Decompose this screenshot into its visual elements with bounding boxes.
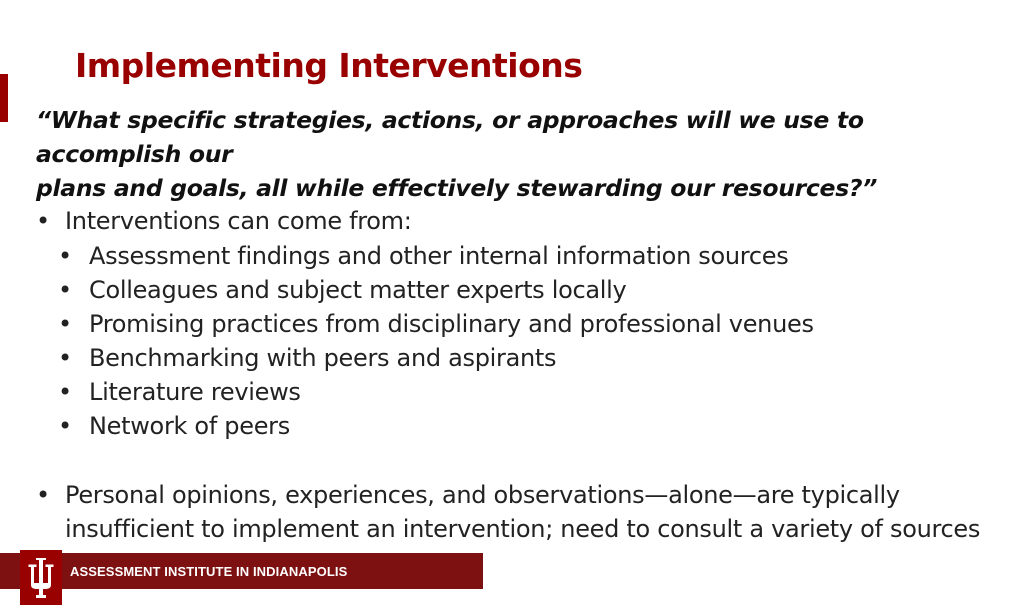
bullet-dot: • <box>58 412 72 440</box>
bullet-dot: • <box>36 207 50 235</box>
iu-trident-logo <box>20 550 62 605</box>
trident-icon <box>20 550 62 605</box>
sub-bullet-text: Promising practices from disciplinary and professional venues <box>89 310 814 338</box>
bullet-dot: • <box>36 481 50 509</box>
bullet-dot: • <box>58 310 72 338</box>
bullet-dot: • <box>58 344 72 372</box>
sub-bullet-text: Colleagues and subject matter experts locally <box>89 276 627 304</box>
guiding-question-line-2: plans and goals, all while effectively stewarding our resources?” <box>36 174 878 202</box>
footer-org-name: ASSESSMENT INSTITUTE IN INDIANAPOLIS <box>70 564 348 579</box>
bullet-dot: • <box>58 242 72 270</box>
sub-bullet-text: Literature reviews <box>89 378 301 406</box>
left-accent-bar <box>0 74 8 122</box>
bullet-dot: • <box>58 378 72 406</box>
bullet-dot: • <box>58 276 72 304</box>
sub-bullet-text: Benchmarking with peers and aspirants <box>89 344 557 372</box>
guiding-question-line-1: “What specific strategies, actions, or approaches will we use to accomplish our <box>36 106 864 168</box>
sub-bullet-text: Network of peers <box>89 412 290 440</box>
bullet-text-line-1: Personal opinions, experiences, and observations—alone—are typically <box>65 481 900 509</box>
slide-title: Implementing Interventions <box>75 46 583 85</box>
bullet-text-line-2: insufficient to implement an intervention; need to consult a variety of sources <box>65 515 981 543</box>
guiding-question <box>36 103 996 205</box>
sub-bullet-text: Assessment findings and other internal information sources <box>89 242 789 270</box>
bullet-text: Interventions can come from: <box>65 207 412 235</box>
